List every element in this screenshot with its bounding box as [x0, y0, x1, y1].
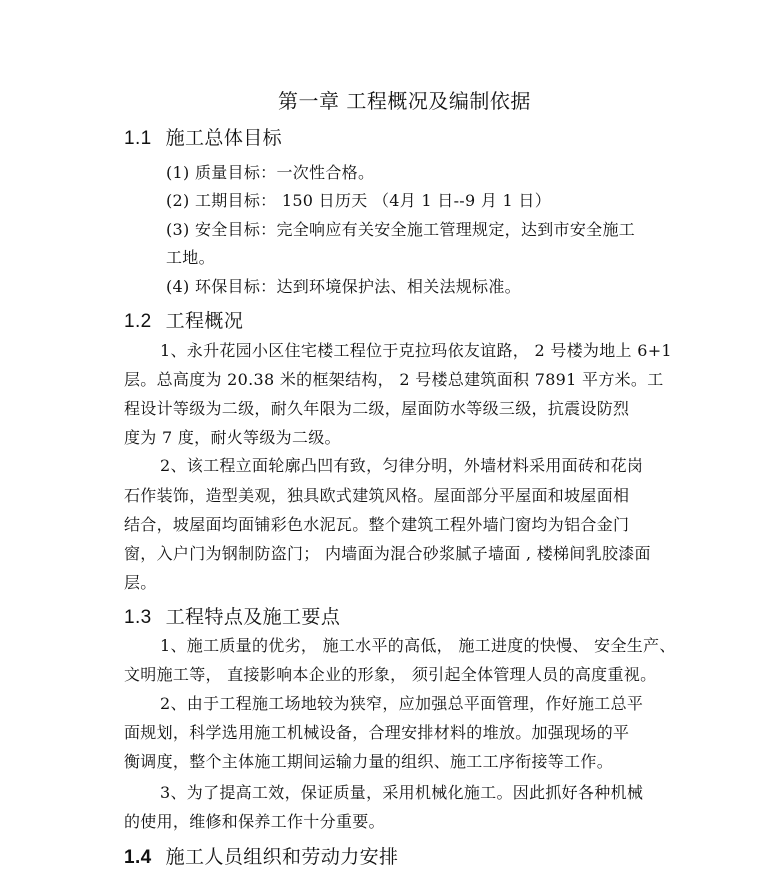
paragraph-line: 程设计等级为二级，耐久年限为二级，屋面防水等级三级，抗震设防烈: [124, 399, 630, 418]
section-number: 1.3: [124, 607, 152, 628]
paragraph-line: (4) 环保目标：达到环境保护法、相关法规标准。: [166, 277, 521, 296]
paragraph-line: 衡调度，整个主体施工期间运输力量的组织、施工工序衔接等工作。: [124, 752, 614, 771]
section-heading-1-1: [124, 126, 282, 151]
section-heading-text: 工程特点及施工要点: [165, 606, 341, 628]
section-number: 1.4: [124, 847, 152, 868]
paragraph-line: (3) 安全目标：完全响应有关安全施工管理规定，达到市安全施工: [166, 220, 636, 239]
paragraph-line: 层。总高度为 20.38 米的框架结构， 2 号楼总建筑面积 7891 平方米。工: [124, 370, 664, 389]
section-heading-text: 工程概况: [165, 310, 244, 332]
paragraph-line: 1、施工质量的优劣， 施工水平的高低， 施工进度的快慢、 安全生产、: [160, 636, 676, 655]
section-number: 1.2: [124, 311, 152, 332]
paragraph-line: 度为 7 度，耐火等级为二级。: [124, 428, 341, 447]
section-heading-text: 施工总体目标: [165, 127, 283, 149]
paragraph-line: 窗，入户门为钢制防盗门； 内墙面为混合砂浆腻子墙面 , 楼梯间乳胶漆面: [124, 544, 651, 563]
paragraph-line: 的使用，维修和保养工作十分重要。: [124, 812, 385, 831]
paragraph-line: (2) 工期目标： 150 日历天 （4月 1 日--9 月 1 日）: [166, 191, 552, 210]
paragraph-line: 层。: [124, 573, 157, 592]
section-heading-1-4: [124, 845, 398, 870]
chapter-title: 第一章 工程概况及编制依据: [278, 89, 531, 113]
paragraph-line: 2、由于工程施工场地较为狭窄，应加强总平面管理，作好施工总平: [160, 694, 644, 713]
section-number: 1.1: [124, 128, 152, 149]
paragraph-line: 工地。: [166, 248, 215, 267]
section-heading-1-3: [124, 605, 340, 630]
section-heading-text: 施工人员组织和劳动力安排: [165, 846, 399, 868]
paragraph-line: 3、为了提高工效，保证质量，采用机械化施工。因此抓好各种机械: [160, 783, 644, 802]
section-heading-1-2: [124, 309, 243, 334]
paragraph-line: 文明施工等， 直接影响本企业的形象， 须引起全体管理人员的高度重视。: [124, 665, 657, 684]
paragraph-line: 石作装饰，造型美观，独具欧式建筑风格。屋面部分平屋面和坡屋面相: [124, 486, 630, 505]
paragraph-line: (1) 质量目标：一次性合格。: [166, 163, 375, 182]
paragraph-line: 1、永升花园小区住宅楼工程位于克拉玛依友谊路， 2 号楼为地上 6+1: [160, 341, 672, 360]
paragraph-line: 结合，坡屋面均面铺彩色水泥瓦。整个建筑工程外墙门窗均为铝合金门: [124, 515, 630, 534]
paragraph-line: 面规划，科学选用施工机械设备，合理安排材料的堆放。加强现场的平: [124, 723, 630, 742]
paragraph-line: 2、该工程立面轮廓凸凹有致，匀律分明，外墙材料采用面砖和花岗: [160, 456, 644, 475]
